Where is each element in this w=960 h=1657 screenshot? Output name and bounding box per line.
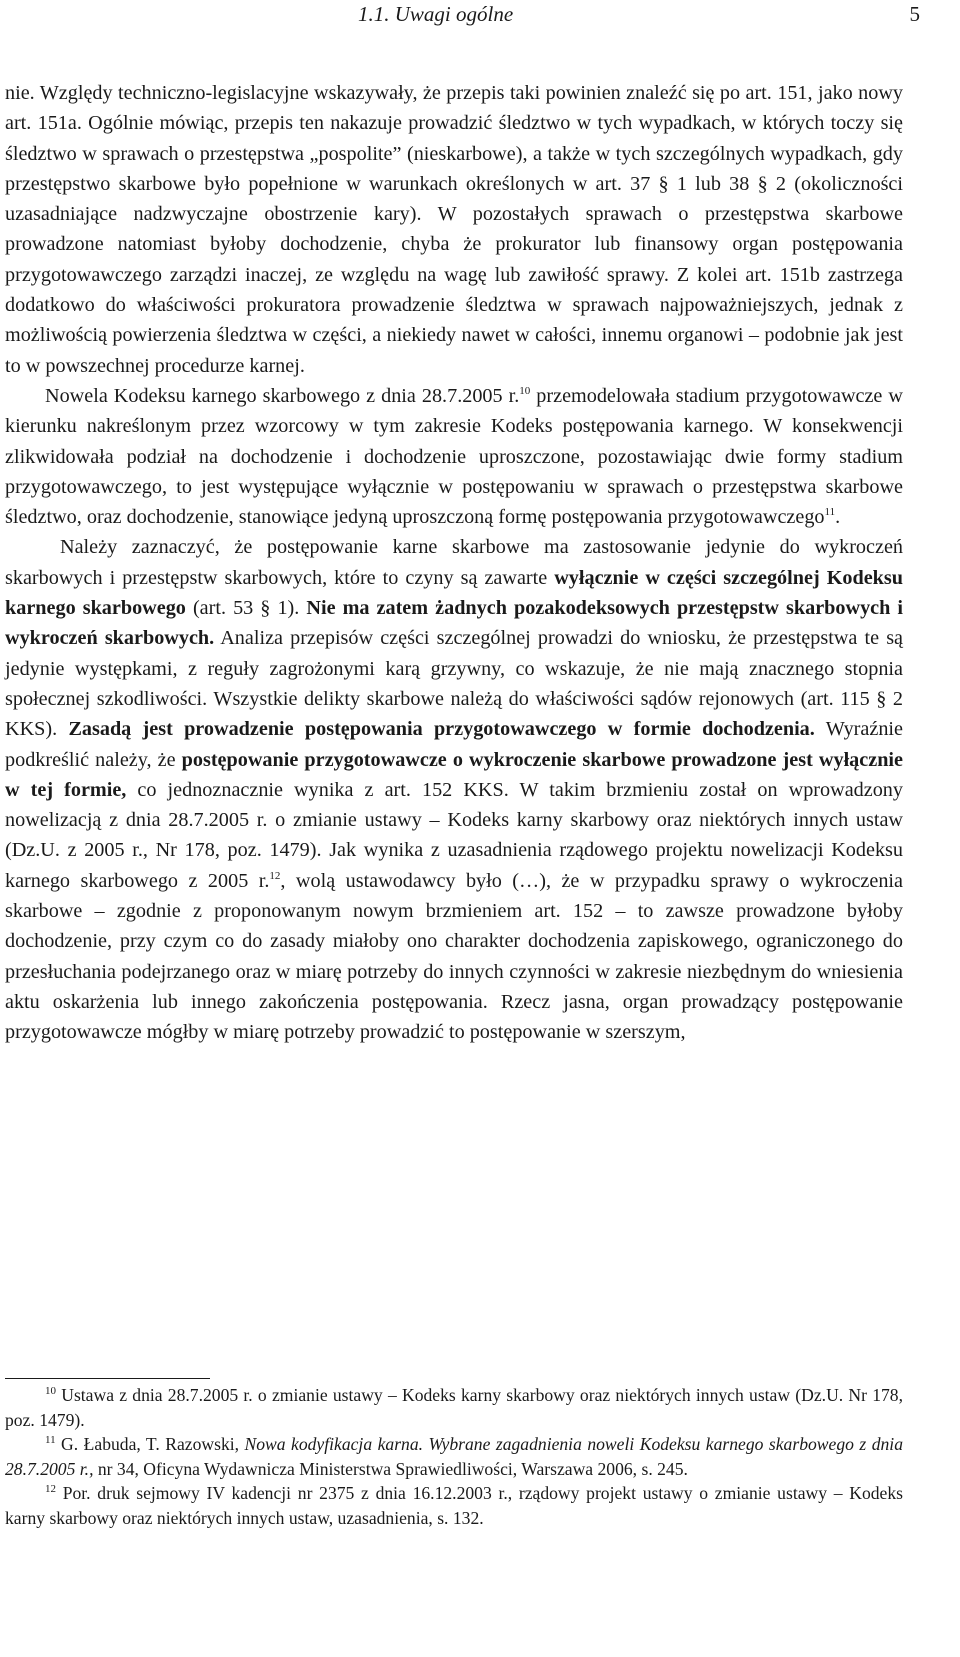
footnote — [5, 1383, 903, 1432]
footnote-number: 10 — [45, 1385, 56, 1397]
text-run: (art. 53 § 1). — [185, 597, 307, 620]
footnote-number: 12 — [45, 1483, 56, 1496]
bold-text: postępowanie przygotowawcze o wykroczenie skarbowe prowadzone jest wyłącznie w tej formie, — [5, 748, 903, 801]
footnote-reference: 11 — [824, 506, 836, 519]
text-run: Analiza przepisów części szczególnej prowadzi do wniosku, że przestępstwa te są jedynie występkami, z reguły zagrożonymi karą grzywny, co wskazuje, że nie mają znacznego stopnia społecznej szkodliwości. Wszystkie delikty skarbowe należą do właściwości sądów rejonowych (art. 115 § 2 KKS). — [5, 627, 904, 741]
text-run: co jednoznacznie wynika z art. 152 KKS. W takim brzmieniu został on wprowadzony nowelizacją z dnia 28.7.2005 r. o zmianie ustawy – Kodeks karny skarbowy oraz niektórych innych ustaw (Dz.U. z 2005 r., Nr 178, poz. 1479). Jak wynika z uzasadnienia rządowego projektu nowelizacji Kodeksu karnego skarbowego z 2005 r. — [5, 778, 903, 892]
running-header — [0, 2, 960, 36]
bold-text: Zasadą jest prowadzenie postępowania przygotowawczego w formie dochodzenia. — [68, 718, 815, 741]
page-number: 5 — [909, 2, 920, 26]
text-run: G. Łabuda, T. Razowski, — [55, 1434, 245, 1455]
chapter-title: 1.1. Uwagi ogólne — [358, 2, 514, 26]
footnote-separator — [5, 1378, 210, 1379]
text-run: Nowela Kodeksu karnego skarbowego z dnia 28.7.2005 r. — [45, 384, 520, 407]
text-run: , wolą ustawodawcy było (…), że w przypadku sprawy o wykroczenia skarbowe – zgodnie z proponowanym nowym brzmieniem art. 152 – to zawsze prowadzone byłoby dochodzenie, przy czym co do zasady miałoby ono charakter dochodzenia zapiskowego, ograniczonego do przesłuchania podejrzanego oraz w miarę potrzeby do innych czynności w zakresie niezbędnym do wniesienia aktu oskarżenia lub innego zakończenia postępowania. Rzecz jasna, organ prowadzący postępowanie przygotowawcze mógłby w miarę potrzeby prowadzić to postępowanie w szerszym, — [5, 869, 903, 1044]
footnote-reference: 10 — [519, 384, 531, 397]
footnote — [5, 1432, 903, 1481]
text-run: Por. druk sejmowy IV kadencji nr 2375 z dnia 16.12.2003 r., rządowy projekt ustawy o zmianie ustawy – Kodeks karny skarbowy oraz niektórych innych ustaw, uzasadnienia, s. 132. — [5, 1483, 903, 1528]
text-run: przemodelowała stadium przygotowawcze w kierunku nakreślonym przez wzorcowy w tym zakresie Kodeks postępowania karnego. W konsekwencji zlikwidowała podział na dochodzenie i dochodzenie uproszczone, pozostawiając dwie formy stadium przygotowawczego, to jest występujące wyłącznie w postępowaniu w sprawach o przestępstwa skarbowe śledztwo, oraz dochodzenie, stanowiące jedyną uproszczoną formę postępowania przygotowawczego — [5, 384, 903, 529]
text-run: . — [835, 506, 841, 529]
paragraph — [5, 381, 903, 532]
bold-text: wyłącznie w części szczególnej Kodeksu karnego skarbowego — [5, 566, 903, 620]
paragraph — [5, 78, 903, 381]
text-run: Wyraźnie podkreślić należy, że — [5, 718, 903, 771]
text-run: Ustawa z dnia 28.7.2005 r. o zmianie ustawy – Kodeks karny skarbowy oraz niektórych innych ustaw (Dz.U. Nr 178, poz. 1479). — [5, 1385, 903, 1430]
footnotes — [5, 1383, 903, 1531]
text-run: nr 34, Oficyna Wydawnicza Ministerstwa Sprawiedliwości, Warszawa 2006, s. 245. — [93, 1458, 688, 1479]
italic-text: Nowa kodyfikacja karna. Wybrane zagadnienia noweli Kodeksu karnego skarbowego z dnia 28.7.2005 r., — [5, 1434, 903, 1479]
main-text — [5, 78, 903, 1048]
footnote-number: 11 — [45, 1434, 56, 1447]
text-run: Należy zaznaczyć, że postępowanie karne skarbowe ma zastosowanie jedynie do wykroczeń skarbowych i przestępstw skarbowych, które to czyny są zawarte — [5, 536, 903, 589]
paragraph — [5, 532, 903, 1047]
footnote — [5, 1481, 903, 1530]
footnote-reference: 12 — [269, 869, 281, 882]
text-run: nie. Względy techniczno-legislacyjne wskazywały, że przepis taki powinien znaleźć się po art. 151, jako nowy art. 151a. Ogólnie mówiąc, przepis ten nakazuje prowadzić śledztwo w tych wypadkach, w których toczy się śledztwo w sprawach o przestępstwa „pospolite” (nieskarbowe), a także w tych szczególnych wypadkach, gdy przestępstwo skarbowe było popełnione w warunkach określonych w art. 37 § 1 lub 38 § 2 (okoliczności uzasadniające nadzwyczajne obostrzenie kary). W pozostałych sprawach o przestępstwa skarbowe prowadzone natomiast byłoby dochodzenie, chyba że prokurator lub finansowy organ postępowania przygotowawczego zarządzi inaczej, ze względu na wagę lub zawiłość sprawy. Z kolei art. 151b zastrzega dodatkowo do właściwości prokuratora prowadzenie śledztwa w sprawach najpoważniejszych, jednak z możliwością powierzenia śledztwa w części, a niekiedy nawet w całości, innemu organowi – podobnie jak jest to w powszechnej procedurze karnej. — [5, 82, 903, 377]
bold-text: Nie ma zatem żadnych pozakodeksowych przestępstw skarbowych i wykroczeń skarbowych. — [5, 597, 904, 650]
